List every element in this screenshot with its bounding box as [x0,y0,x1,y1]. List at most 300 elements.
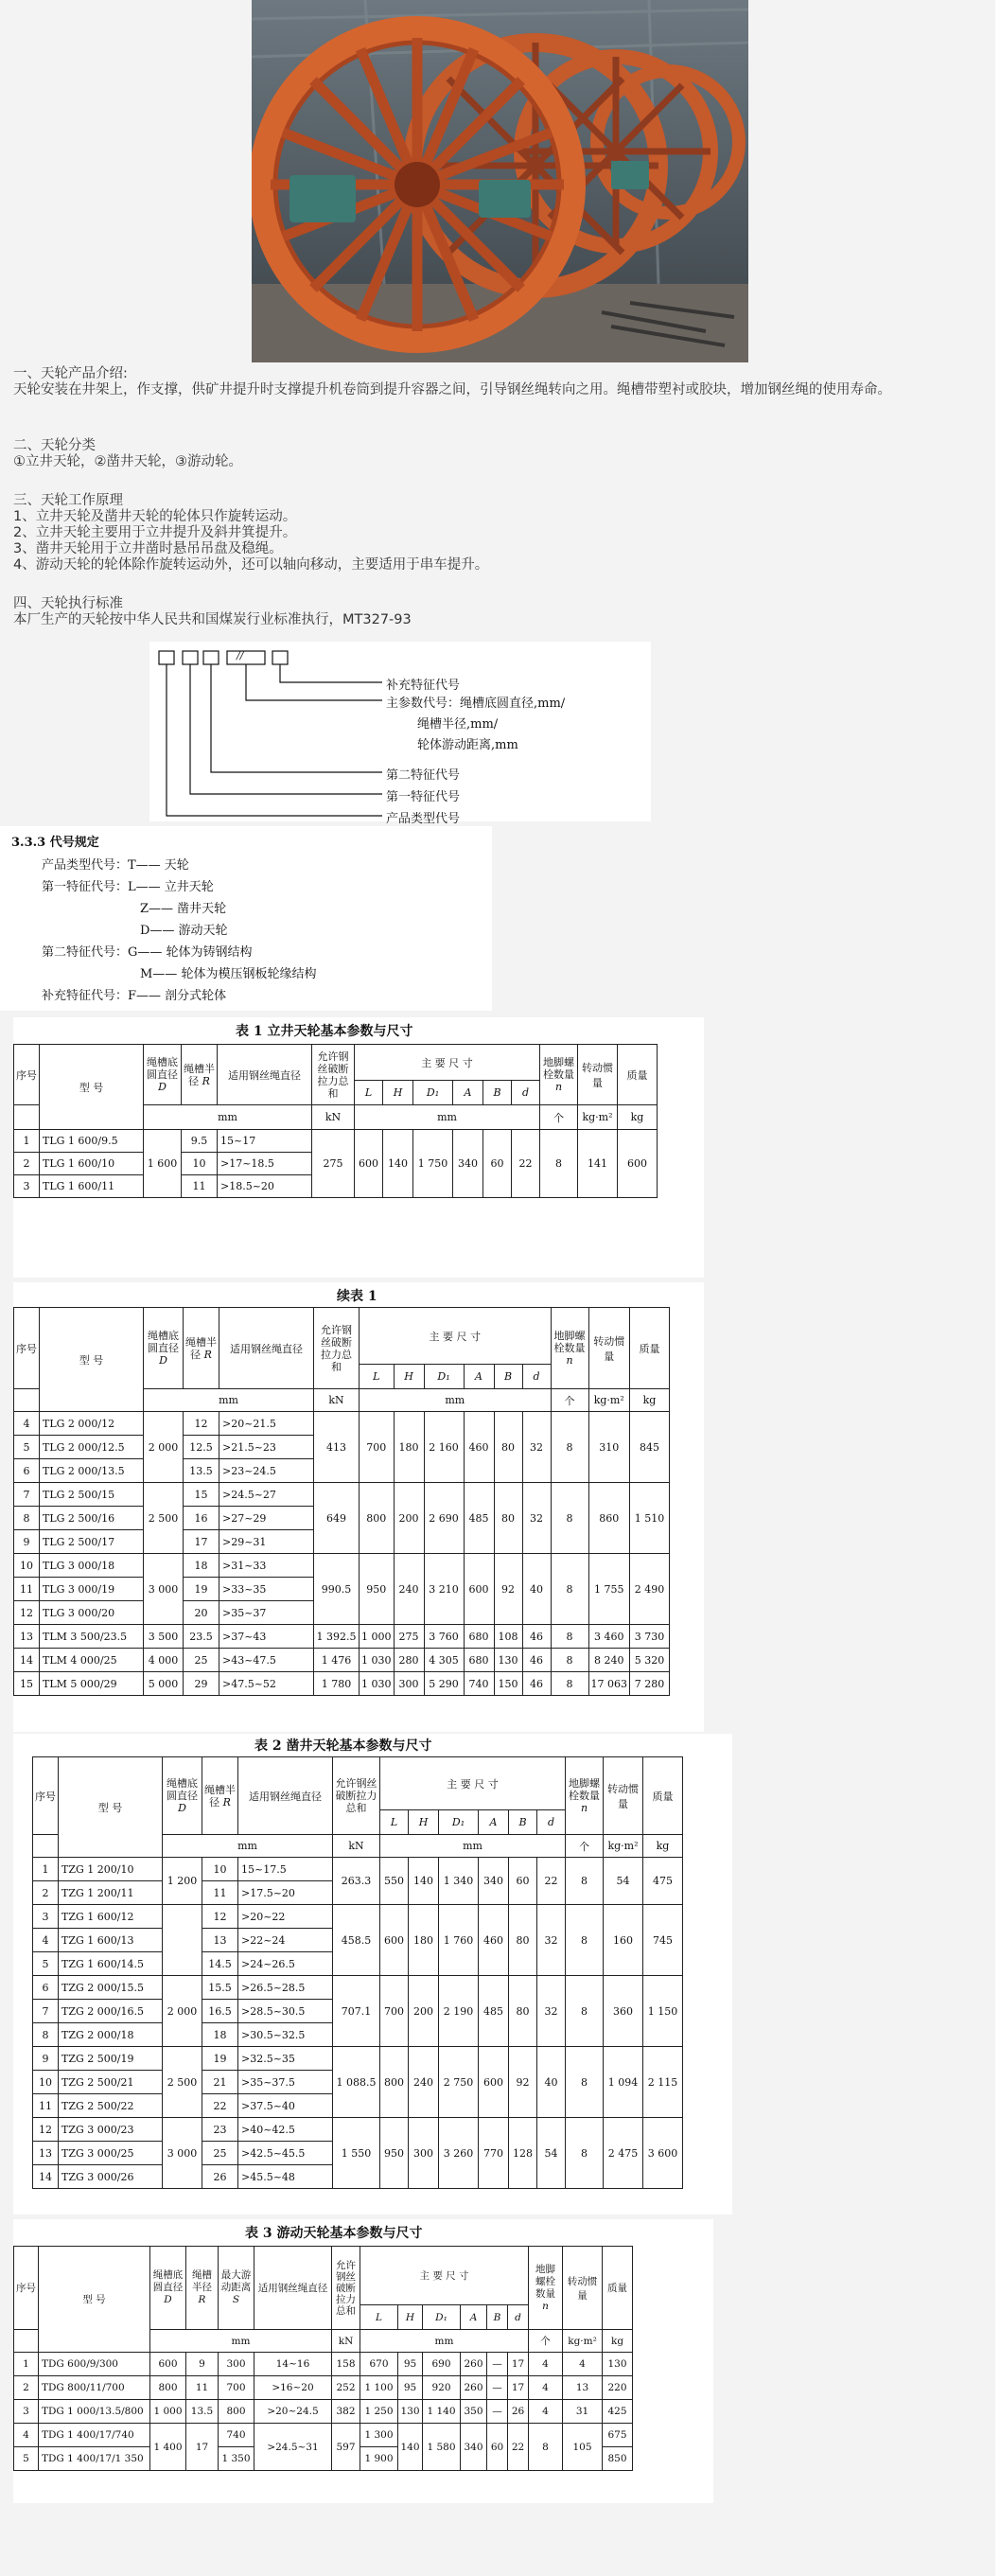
section-3-item-2: 2、立井天轮主要用于立井提升及斜井箕提升。 [13,525,297,540]
unit-kg: kg [603,2330,633,2353]
hdr-mass: 质量 [630,1308,670,1389]
cell: 1 340 [439,1858,479,1905]
cell: 413 [314,1412,360,1483]
hdr-d1: D₁ [451,1816,465,1828]
cell: 80 [509,1976,537,2047]
unit-kgm: kg·m² [578,1105,618,1130]
cell: 80 [494,1412,522,1483]
cell: 1 900 [360,2447,398,2471]
cell: 7 [14,1483,40,1507]
cell: 40 [537,2047,566,2118]
cell: 26 [202,2165,238,2189]
cell: 10 [182,1153,218,1175]
cell: 15 [14,1672,40,1696]
cell: 550 [380,1858,409,1905]
table-1 [13,1044,658,1198]
cell-model: TLG 1 600/10 [40,1153,144,1175]
table-row [14,2376,633,2400]
table-3-title: 表 3 游动天轮基本参数与尺寸 [245,2226,423,2241]
cell: — [487,2353,508,2376]
cell: 31 [563,2400,603,2424]
cell: 4 [14,1412,40,1436]
unit-kn: kN [314,1389,360,1412]
cell: 23 [202,2118,238,2142]
hdr-r-sym: R [202,1074,210,1087]
cell: 19 [202,2047,238,2071]
cell: 32 [522,1412,551,1483]
cell: 9 [14,1530,40,1554]
unit-kn: kN [333,1835,380,1858]
hdr-inertia: 转动惯量 [604,1757,643,1835]
cell: 158 [332,2353,360,2376]
cell: 990.5 [314,1554,360,1625]
cell: 5 290 [424,1672,464,1696]
cell: 2 500 [144,1483,184,1554]
code-label-first-feature: 第一特征代号 [386,790,461,804]
cell: >29~31 [219,1530,314,1554]
cell: 770 [479,2118,509,2189]
cell: 180 [409,1905,439,1976]
section-1-text: 天轮安装在井架上，作支撑，供矿井提升时支撑提升机卷筒到提升容器之间，引导钢丝绳转向之用。绳槽带塑衬或胶块，增加钢丝绳的使用寿命。 [13,382,891,397]
cell: 54 [537,2118,566,2189]
cell: 11 [182,1175,218,1198]
cell-model: TZG 3 000/25 [59,2142,163,2165]
table-1-continued-panel [13,1282,704,1732]
hdr-b: B [518,1816,527,1828]
code-diagram [149,642,651,826]
cell: >24.5~31 [254,2424,332,2471]
cell: >37~43 [219,1625,314,1649]
cell: 80 [494,1483,522,1554]
cell: 13 [33,2142,59,2165]
cell: 8 [566,1858,604,1905]
hdr-d: 绳槽底圆直径 [167,1777,198,1802]
cell: 600 [355,1130,383,1198]
cell: 10 [14,1554,40,1578]
hdr-r-sym: R [198,2294,206,2305]
unit-kn: kN [312,1105,355,1130]
unit-kg: kg [618,1105,658,1130]
cell: 12.5 [184,1436,219,1459]
cell: 12 [202,1905,238,1929]
hdr-bolt-sym: n [542,2300,549,2312]
cell: 2 [33,1881,59,1905]
cell: 22 [508,2424,529,2471]
hdr-d-sym: D [159,1354,167,1367]
hdr-r: 绳槽半径 [185,1335,217,1361]
hdr-bolt-sym: n [566,1354,573,1367]
table-2-panel [13,1734,732,2214]
product-photo [252,0,748,362]
code-rule-first-z: Z—— 凿井天轮 [140,902,227,916]
cell: 17 [186,2424,219,2471]
cell: 1 250 [360,2400,398,2424]
cell: 8 [551,1483,588,1554]
cell: 8 [566,2047,604,2118]
cell: >31~33 [219,1554,314,1578]
cell: 240 [409,2047,439,2118]
cell: >24~26.5 [238,1952,333,1976]
unit-kgm: kg·m² [604,1835,643,1858]
cell-model: TLG 2 000/12.5 [40,1436,144,1459]
code-rule-second-g: 第二特征代号：G—— 轮体为铸钢结构 [42,945,253,960]
cell: 360 [604,1976,643,2047]
cell: 340 [461,2424,487,2471]
cell: 920 [423,2376,461,2400]
cell: 649 [314,1483,360,1554]
cell: 13.5 [186,2400,219,2424]
section-3-item-4: 4、游动天轮的轮体除作旋转运动外，还可以轴向移动，主要适用于串车提升。 [13,557,489,573]
table-row [14,1483,670,1507]
cell: 8 [14,1507,40,1530]
code-rule-second-m: M—— 轮体为模压钢板轮缘结构 [140,967,317,981]
cell: 12 [33,2118,59,2142]
section-4-text: 本厂生产的天轮按中华人民共和国煤炭行业标准执行，MT327-93 [13,612,412,627]
code-rule-supplement-f: 补充特征代号：F—— 剖分式轮体 [42,989,227,1003]
cell: 23.5 [184,1625,219,1649]
cell: 8 [540,1130,578,1198]
cell-model: TZG 3 000/23 [59,2118,163,2142]
cell: 1 030 [360,1672,395,1696]
cell: >20~24.5 [254,2400,332,2424]
cell: 8 [566,2118,604,2189]
hdr-model: 型 号 [40,1308,144,1412]
cell: 20 [184,1601,219,1625]
cell: 382 [332,2400,360,2424]
cell: 2 190 [439,1976,479,2047]
cell: 1 476 [314,1649,360,1672]
cell: 8 240 [588,1649,630,1672]
cell: 600 [479,2047,509,2118]
cell-model: TLG 2 500/15 [40,1483,144,1507]
cell: 160 [604,1905,643,1976]
cell: 8 [529,2424,563,2471]
hdr-d1: D₁ [435,2311,447,2323]
cell: 10 [33,2071,59,2094]
sheave-wheels-image [252,0,748,362]
cell: 16.5 [202,2000,238,2023]
cell: 670 [360,2353,398,2376]
cell: 130 [603,2353,633,2376]
hdr-d1: D₁ [437,1370,450,1383]
cell: 14 [33,2165,59,2189]
unit-mm-2: mm [355,1105,540,1130]
cell-model: TLG 3 000/20 [40,1601,144,1625]
hdr-mass: 质量 [603,2247,633,2330]
cell: 13.5 [184,1459,219,1483]
cell: 8 [33,2023,59,2047]
cell: >23~24.5 [219,1459,314,1483]
hdr-mass: 质量 [618,1045,658,1105]
code-rule-type: 产品类型代号：T—— 天轮 [42,858,189,873]
cell: 9 [186,2353,219,2376]
hdr-bolt: 地脚螺栓数量 [569,1777,600,1802]
cell: 8 [551,1649,588,1672]
unit-ge: 个 [540,1105,578,1130]
section-1-heading: 一、天轮产品介绍: [13,366,128,381]
cell: 260 [461,2376,487,2400]
hdr-d1: D₁ [426,1086,440,1099]
table-1-title: 表 1 立井天轮基本参数与尺寸 [236,1024,413,1039]
cell: 700 [360,1412,395,1483]
unit-mm: mm [150,2330,332,2353]
cell: 275 [394,1625,424,1649]
cell: 475 [643,1858,683,1905]
code-label-product-type: 产品类型代号 [386,812,461,826]
cell: 1 350 [219,2447,254,2471]
cell: 5 320 [630,1649,670,1672]
cell: 220 [603,2376,633,2400]
cell: 1 510 [630,1483,670,1554]
cell-model: TDG 1 400/17/1 350 [39,2447,150,2471]
hdr-dd: d [515,2311,521,2323]
unit-kgm: kg·m² [563,2330,603,2353]
cell: 3 000 [163,2118,202,2189]
cell: 690 [423,2353,461,2376]
cell: 5 [14,2447,39,2471]
cell: 17 [508,2353,529,2376]
cell: >42.5~45.5 [238,2142,333,2165]
cell: 3 600 [643,2118,683,2189]
table-1-continued [13,1307,670,1696]
unit-mm-2: mm [380,1835,566,1858]
hdr-l: L [364,1086,373,1099]
cell: 597 [332,2424,360,2471]
code-label-second-feature: 第二特征代号 [386,768,461,783]
cell: 13 [14,1625,40,1649]
cell: 29 [184,1672,219,1696]
table-row [14,1554,670,1578]
cell-model: TLM 3 500/23.5 [40,1625,144,1649]
section-3-heading: 三、天轮工作原理 [13,493,123,508]
unit-kgm: kg·m² [588,1389,630,1412]
cell: 5 000 [144,1672,184,1696]
cell-model: TLG 3 000/19 [40,1578,144,1601]
cell: 4 000 [144,1649,184,1672]
cell: 675 [603,2424,633,2447]
cell: 92 [509,2047,537,2118]
cell: 15.5 [202,1976,238,2000]
cell: 600 [618,1130,658,1198]
cell: >43~47.5 [219,1649,314,1672]
code-rule-first-d: D—— 游动天轮 [140,924,228,938]
cell: 275 [312,1130,355,1198]
cell: 12 [14,1601,40,1625]
cell: >45.5~48 [238,2165,333,2189]
cell: 13 [563,2376,603,2400]
table-3 [13,2246,633,2471]
cell: 180 [394,1412,424,1483]
hdr-s-sym: S [232,2294,240,2305]
cell: 707.1 [333,1976,380,2047]
cell: — [487,2376,508,2400]
cell: >27~29 [219,1507,314,1530]
cell: 140 [398,2424,423,2471]
cell: >18.5~20 [218,1175,312,1198]
cell: 1 760 [439,1905,479,1976]
cell: 2 490 [630,1554,670,1625]
cell: 485 [479,1976,509,2047]
cell: 1 750 [413,1130,453,1198]
cell: >37.5~40 [238,2094,333,2118]
code-rules-title: 3.3.3 代号规定 [11,836,99,850]
cell: 1 094 [604,2047,643,2118]
hdr-h: H [405,2311,415,2323]
cell-model: TZG 1 600/14.5 [59,1952,163,1976]
hdr-b: B [493,2311,501,2323]
cell: 3 460 [588,1625,630,1649]
cell: 7 280 [630,1672,670,1696]
section-2-heading: 二、天轮分类 [13,438,96,453]
cell: 310 [588,1412,630,1483]
cell-model: TZG 2 000/15.5 [59,1976,163,2000]
cell: 14~16 [254,2353,332,2376]
cell-model: TLM 5 000/29 [40,1672,144,1696]
unit-ge: 个 [529,2330,563,2353]
cell: >32.5~35 [238,2047,333,2071]
cell: 12 [184,1412,219,1436]
code-label-main-param: 主参数代号：绳槽底圆直径,mm/ [386,697,566,711]
cell: 9.5 [182,1130,218,1153]
cell: 300 [394,1672,424,1696]
cell: 800 [219,2400,254,2424]
code-slash: // [237,649,244,662]
cell: 26 [508,2400,529,2424]
cell: 2 160 [424,1412,464,1483]
cell: 460 [464,1412,494,1483]
cell: 95 [398,2376,423,2400]
hdr-d: 绳槽底圆直径 [147,1056,178,1081]
table-row [33,1905,683,1929]
cell: 600 [464,1554,494,1625]
hdr-r-sym: R [222,1795,231,1808]
cell-model: TZG 1 200/10 [59,1858,163,1881]
cell: 14 [14,1649,40,1672]
cell: >17~18.5 [218,1153,312,1175]
cell: 46 [522,1672,551,1696]
cell: 3 500 [144,1625,184,1649]
cell: 32 [537,1976,566,2047]
cell: 140 [409,1858,439,1905]
cell: 17 [184,1530,219,1554]
cell: 4 [529,2353,563,2376]
cell: 340 [479,1858,509,1905]
cell: 300 [409,2118,439,2189]
cell-model: TLG 2 500/16 [40,1507,144,1530]
cell: 4 [529,2400,563,2424]
hdr-main: 主 要 尺 寸 [360,1308,552,1365]
cell: 800 [380,2047,409,2118]
cell: 60 [483,1130,512,1198]
cell: 740 [464,1672,494,1696]
table-1-panel [13,1017,704,1278]
cell: 1 200 [163,1858,202,1905]
cell: 3 [33,1905,59,1929]
hdr-r-sym: R [203,1348,212,1361]
hdr-model: 型 号 [59,1757,163,1858]
section-3-item-3: 3、凿井天轮用于立井凿时悬吊吊盘及稳绳。 [13,541,283,556]
cell: 260 [461,2353,487,2376]
cell: 32 [522,1483,551,1554]
cell: 22 [202,2094,238,2118]
cell: 108 [494,1625,522,1649]
cell: — [487,2400,508,2424]
cell [163,1905,202,1976]
cell: 3 730 [630,1625,670,1649]
hdr-a: A [489,1816,498,1828]
hdr-a: A [475,1370,482,1383]
cell: 2 000 [163,1976,202,2047]
hdr-d: 绳槽底圆直径 [148,1330,179,1354]
cell: >35~37.5 [238,2071,333,2094]
cell: 1 140 [423,2400,461,2424]
cell: 2 500 [163,2047,202,2118]
cell: 40 [522,1554,551,1625]
cell: 4 [14,2424,39,2447]
hdr-force: 允许钢丝破断拉力总和 [332,2247,360,2330]
hdr-model: 型 号 [39,2247,150,2353]
cell: 130 [398,2400,423,2424]
cell: 1 755 [588,1554,630,1625]
cell: >22~24 [238,1929,333,1952]
table-row [14,1649,670,1672]
cell: 105 [563,2424,603,2471]
cell: 9 [33,2047,59,2071]
hdr-h: H [404,1370,413,1383]
section-2-text: ①立井天轮，②凿井天轮，③游动轮。 [13,454,242,469]
cell: 1 300 [360,2424,398,2447]
code-label-travel-distance: 轮体游动距离,mm [417,738,518,752]
cell: >20~21.5 [219,1412,314,1436]
cell: 22 [512,1130,540,1198]
cell: 200 [409,1976,439,2047]
cell-model: TZG 3 000/26 [59,2165,163,2189]
cell: 13 [202,1929,238,1952]
cell: 6 [33,1976,59,2000]
cell: 1 400 [150,2424,186,2471]
cell: 1 030 [360,1649,395,1672]
cell: 600 [150,2353,186,2376]
hdr-bolt: 地脚螺栓数量 [543,1056,574,1081]
cell: 3 760 [424,1625,464,1649]
cell: 11 [14,1578,40,1601]
cell: 8 [551,1625,588,1649]
cell: 60 [487,2424,508,2471]
cell: 4 [563,2353,603,2376]
unit-mm-2: mm [360,1389,552,1412]
cell: 1 000 [360,1625,395,1649]
cell: >16~20 [254,2376,332,2400]
hdr-bolt-sym: n [580,1802,588,1814]
cell: 8 [566,1905,604,1976]
hdr-h: H [393,1086,403,1099]
cell: 130 [494,1649,522,1672]
cell: 4 [33,1929,59,1952]
cell: 600 [380,1905,409,1976]
table-row [14,2400,633,2424]
hdr-d-sym: D [178,1802,186,1814]
cell: >17.5~20 [238,1881,333,1905]
cell: >35~37 [219,1601,314,1625]
hdr-seq: 序号 [33,1757,59,1835]
cell: >28.5~30.5 [238,2000,333,2023]
table-2 [32,1756,683,2189]
hdr-r: 绳槽半径 [192,2269,212,2293]
cell: 15 [184,1483,219,1507]
hdr-l: L [390,1816,398,1828]
cell: 950 [360,1554,395,1625]
cell: 140 [383,1130,413,1198]
